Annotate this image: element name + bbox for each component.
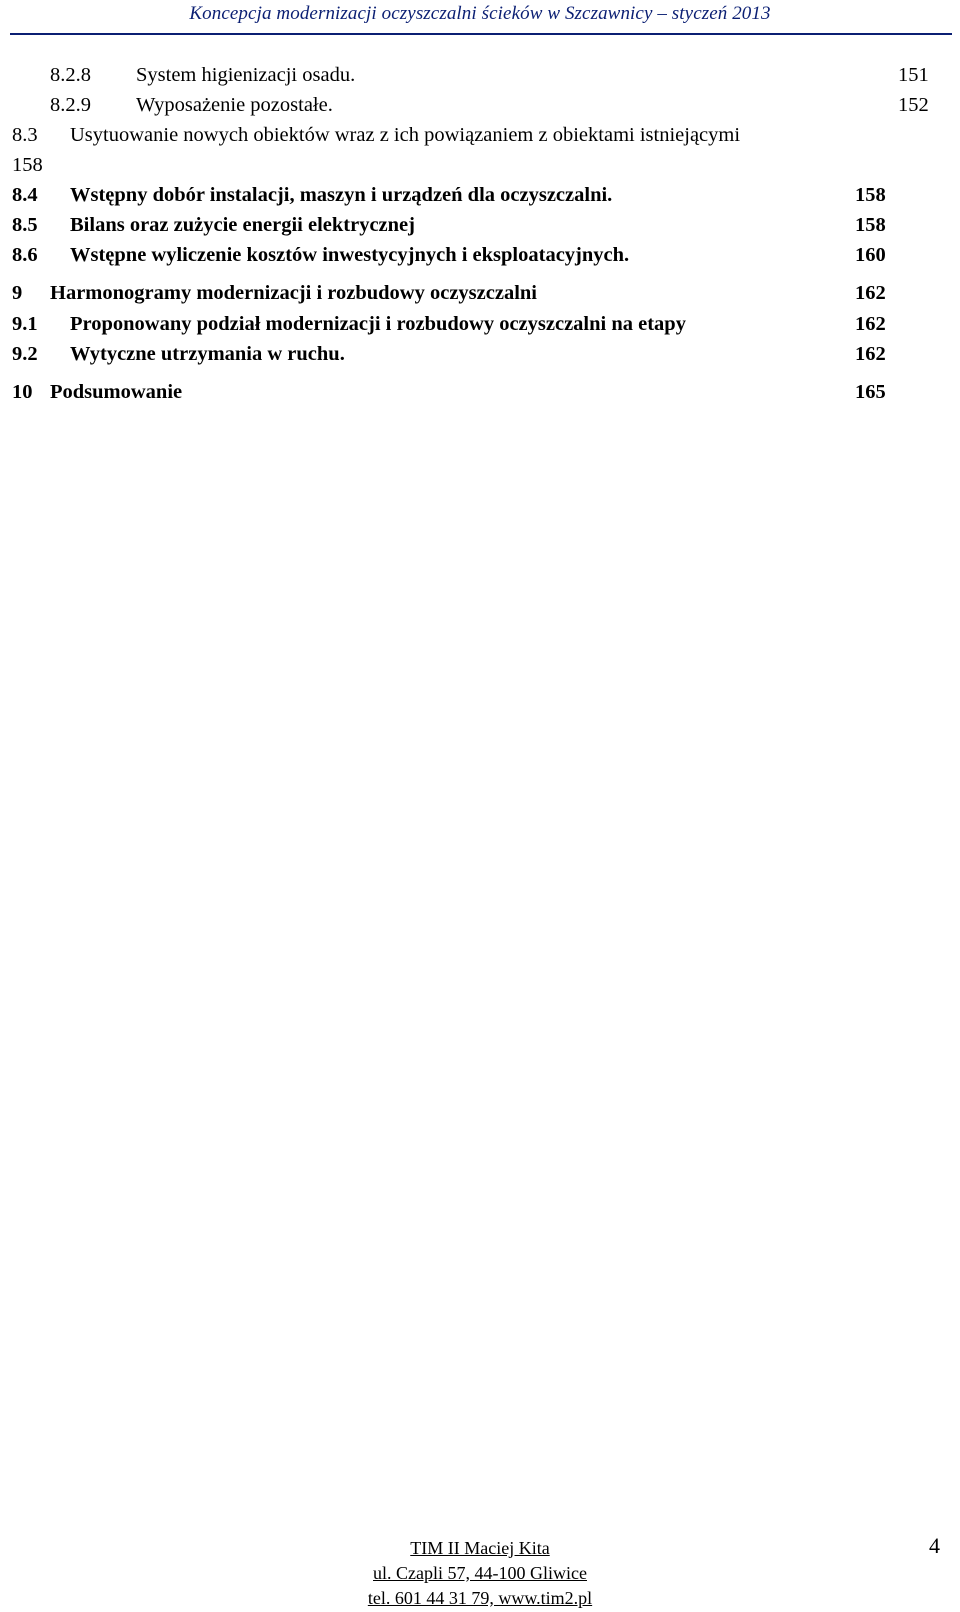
toc-number: 8.5 — [12, 214, 38, 236]
toc-page: 151 — [898, 60, 929, 90]
toc-page: 162 — [855, 278, 886, 308]
toc-entry-8-2-9[interactable] — [0, 90, 960, 120]
toc-title: Podsumowanie — [50, 377, 852, 407]
toc-number: 8.4 — [12, 184, 38, 206]
toc-page: 162 — [855, 309, 886, 339]
toc-page: 158 — [855, 210, 886, 240]
toc-entry-8-4[interactable] — [0, 180, 960, 210]
toc-number: 10 — [12, 381, 33, 403]
toc-entry-9[interactable] — [0, 278, 960, 308]
toc-title: Wstępny dobór instalacji, maszyn i urządzeń dla oczyszczalni. — [70, 180, 852, 210]
toc-page: 158 — [855, 180, 886, 210]
toc-title: Wstępne wyliczenie kosztów inwestycyjnych i eksploatacyjnych. — [70, 240, 852, 270]
toc-entry-10[interactable] — [0, 377, 960, 407]
toc-number: 9 — [12, 282, 23, 304]
toc-title: Wytyczne utrzymania w ruchu. — [70, 339, 852, 369]
footer-address[interactable]: ul. Czapli 57, 44-100 Gliwice — [373, 1563, 587, 1583]
toc-title: Proponowany podział modernizacji i rozbudowy oczyszczalni na etapy — [70, 309, 852, 339]
toc-title: Wyposażenie pozostałe. — [136, 90, 896, 120]
toc-number: 8.3 — [12, 124, 38, 146]
toc-title: System higienizacji osadu. — [136, 60, 896, 90]
toc-entry-9-2[interactable] — [0, 339, 960, 369]
toc-number: 8.6 — [12, 244, 38, 266]
footer-contact[interactable]: tel. 601 44 31 79, www.tim2.pl — [367, 1588, 593, 1608]
page-footer — [0, 1536, 960, 1611]
toc-entry-8-5[interactable] — [0, 210, 960, 240]
header-rule — [10, 33, 952, 35]
toc-number: 8.2.8 — [50, 64, 91, 86]
footer-company[interactable]: TIM II Maciej Kita — [410, 1538, 550, 1558]
page-number: 4 — [929, 1533, 940, 1558]
toc-page: 162 — [855, 339, 886, 369]
header-title: Koncepcja modernizacji oczyszczalni ścieków w Szczawnicy – styczeń 2013 — [189, 3, 771, 24]
toc-page: 165 — [855, 377, 886, 407]
toc-page: 158 — [12, 154, 43, 176]
toc-title: Bilans oraz zużycie energii elektrycznej — [70, 210, 852, 240]
toc-entry-8-6[interactable] — [0, 240, 960, 270]
page-header — [0, 0, 960, 34]
toc-title: Harmonogramy modernizacji i rozbudowy oczyszczalni — [50, 278, 852, 308]
toc-number: 9.1 — [12, 313, 38, 335]
toc-title: Usytuowanie nowych obiektów wraz z ich powiązaniem z obiektami istniejącymi — [70, 124, 741, 146]
toc-entry-8-2-8[interactable] — [0, 60, 960, 90]
toc-page: 160 — [855, 240, 886, 270]
toc-page: 152 — [898, 90, 929, 120]
toc-number: 8.2.9 — [50, 94, 91, 116]
toc-entry-9-1[interactable] — [0, 309, 960, 339]
toc-number: 9.2 — [12, 343, 38, 365]
toc-entry-8-3[interactable] — [0, 120, 960, 180]
